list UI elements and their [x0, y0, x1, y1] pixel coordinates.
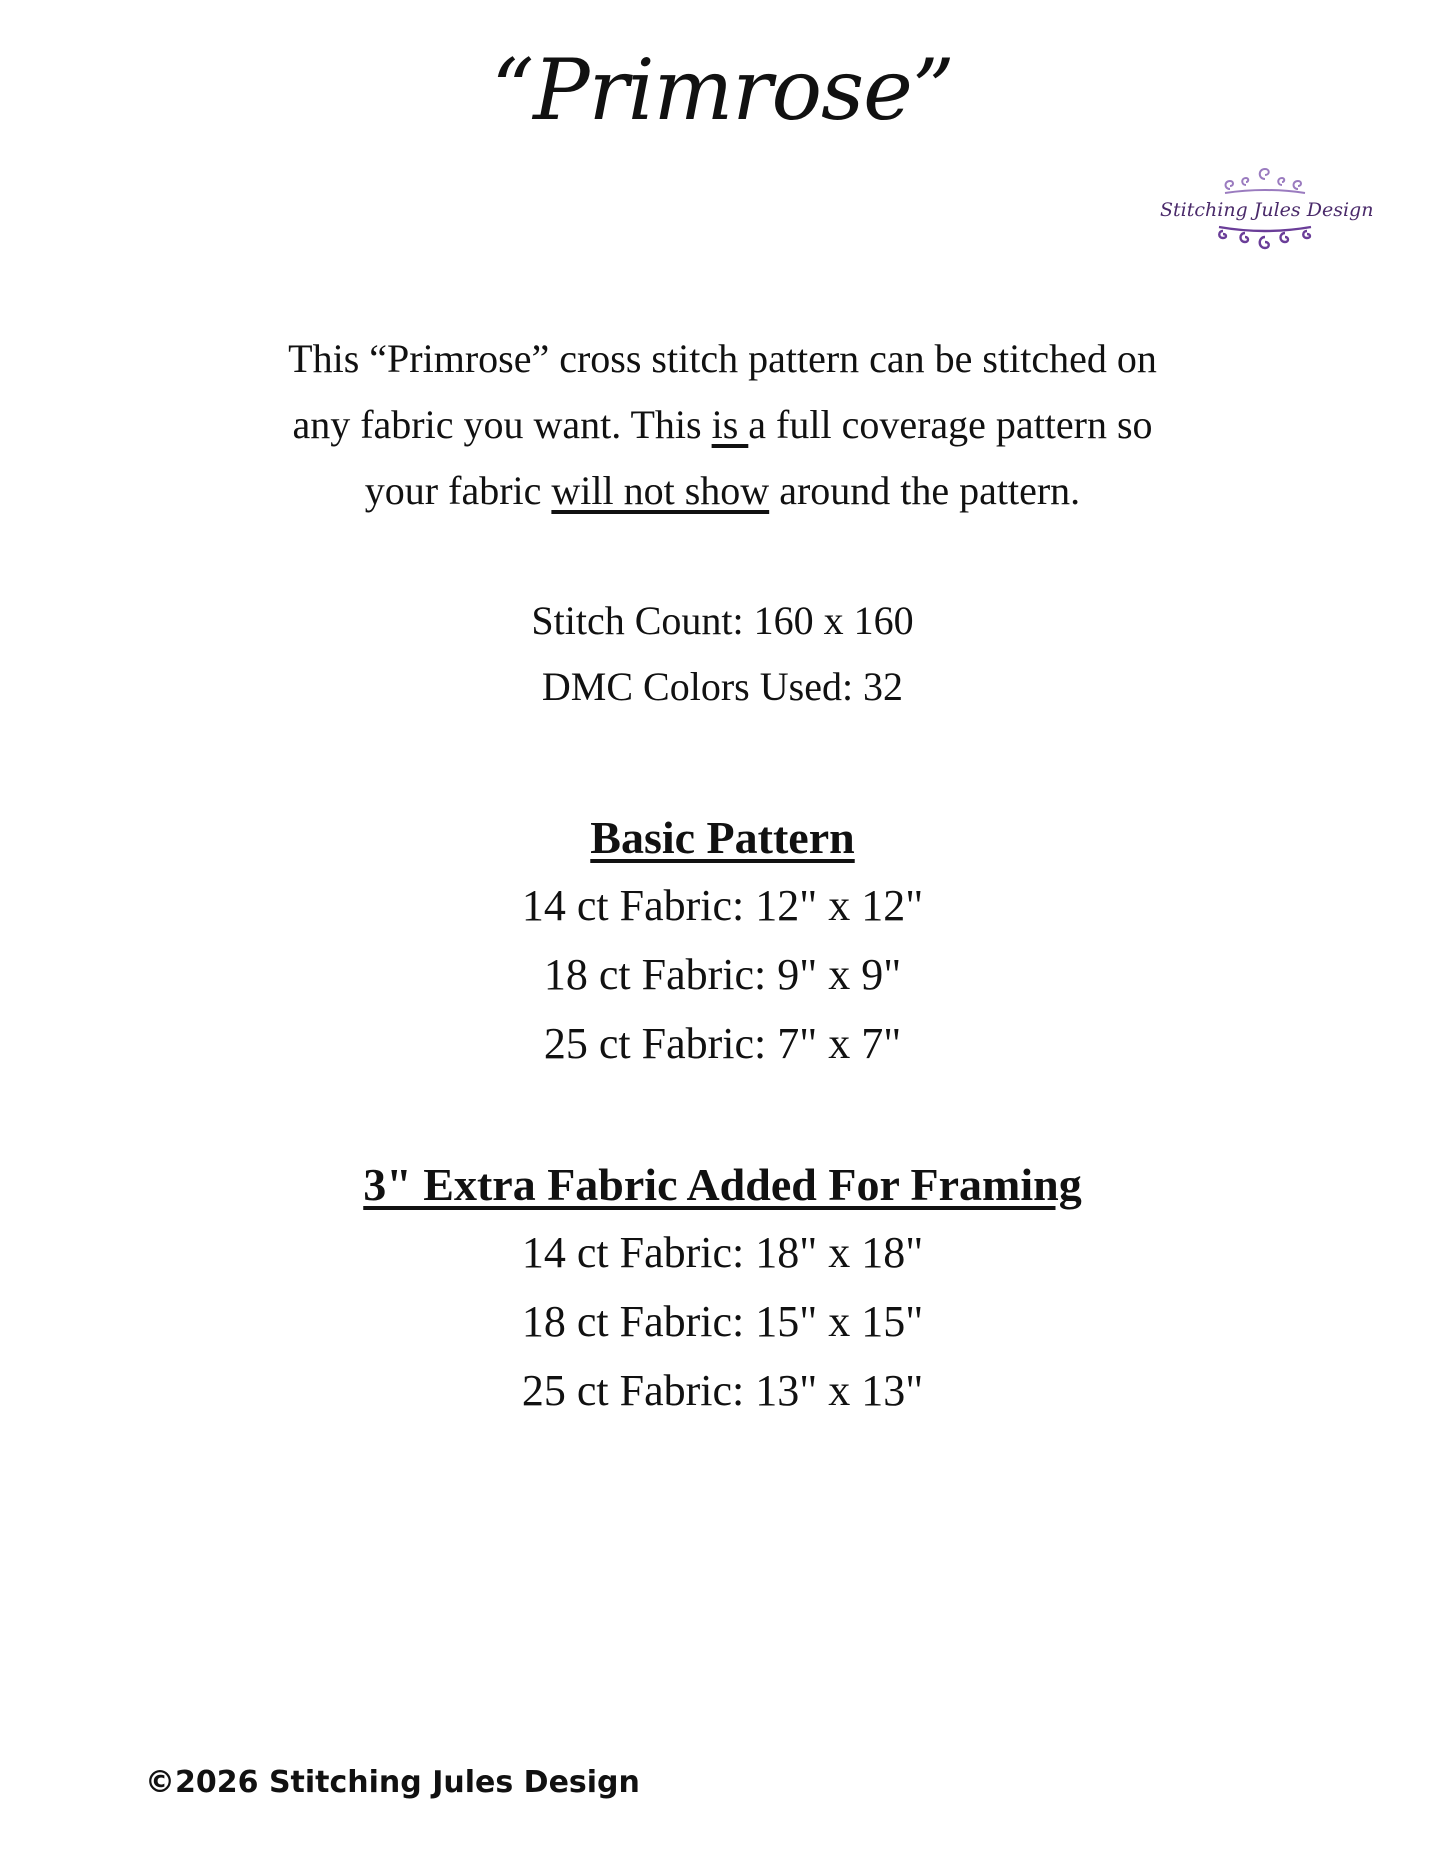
intro-text: any fabric you want. This	[292, 402, 712, 447]
brand-logo	[1160, 165, 1374, 285]
pattern-stats	[0, 588, 1445, 720]
framing-section	[0, 1152, 1445, 1425]
logo-text: Stitching Jules Design	[1160, 199, 1374, 221]
intro-text: your fabric	[364, 468, 552, 513]
fabric-size-row: 25 ct Fabric: 7" x 7"	[543, 1019, 902, 1068]
intro-line	[0, 392, 1445, 458]
intro-paragraph	[0, 326, 1445, 524]
fabric-size-row: 14 ct Fabric: 12" x 12"	[521, 881, 924, 930]
intro-underlined-text: is	[711, 402, 749, 447]
intro-text: a full coverage pattern so	[748, 402, 1153, 447]
section-heading: 3" Extra Fabric Added For Framing	[363, 1159, 1082, 1210]
fabric-size-row: 18 ct Fabric: 9" x 9"	[543, 950, 902, 999]
intro-line	[0, 458, 1445, 524]
copyright-footer: ©2026 Stitching Jules Design	[145, 1765, 640, 1800]
fabric-size-row: 14 ct Fabric: 18" x 18"	[521, 1228, 924, 1277]
dmc-colors: DMC Colors Used: 32	[541, 664, 904, 709]
intro-text: around the pattern.	[769, 468, 1081, 513]
swirl-bottom-icon	[1215, 223, 1315, 257]
fabric-size-row: 18 ct Fabric: 15" x 15"	[521, 1297, 924, 1346]
swirl-top-icon	[1220, 165, 1310, 197]
intro-line: This “Primrose” cross stitch pattern can be stitched on	[288, 336, 1157, 381]
page-title: “Primrose”	[491, 41, 954, 139]
stitch-count: Stitch Count: 160 x 160	[531, 598, 914, 643]
intro-underlined-text: will not show	[551, 468, 770, 513]
fabric-size-row: 25 ct Fabric: 13" x 13"	[521, 1366, 924, 1415]
section-heading: Basic Pattern	[590, 812, 855, 863]
basic-pattern-section	[0, 805, 1445, 1078]
